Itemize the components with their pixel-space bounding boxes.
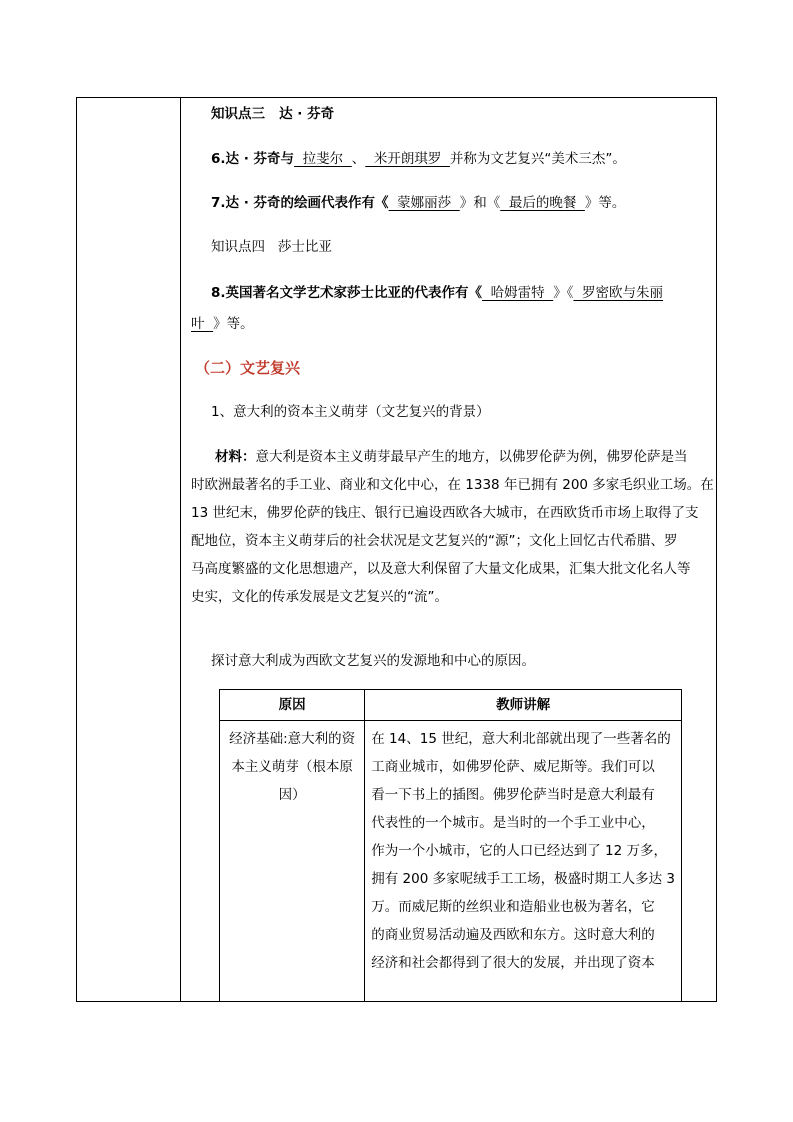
reason-line-3: 因） — [278, 787, 306, 803]
question-6: 6.达 · 芬奇与 拉斐尔 、 米开朗琪罗 并称为文艺复兴“美术三杰”。 — [211, 151, 626, 167]
q8-answer-2b: 叶 — [191, 316, 214, 332]
content-column — [181, 98, 716, 1001]
question-7: 7.达 · 芬奇的绘画代表作有《 蒙娜丽莎 》和《 最后的晚餐 》等。 — [211, 195, 626, 211]
table-row — [220, 721, 682, 1002]
cell-explain — [365, 721, 682, 1002]
point-1: 1、意大利的资本主义萌芽（文艺复兴的背景） — [211, 404, 490, 420]
material-label: 材料： — [215, 449, 256, 465]
material-line-3: 13 世纪末，佛罗伦萨的钱庄、银行已遍设西欧各大城市，在西欧货币市场上取得了支 — [191, 505, 699, 521]
explain-line-6: 拥有 200 多家呢绒手工工场，极盛时期工人多达 3 — [371, 871, 675, 887]
explain-line-1: 在 14、15 世纪，意大利北部就出现了一些著名的 — [371, 731, 671, 747]
cell-reason — [220, 721, 365, 1002]
material-line-4: 配地位，资本主义萌芽后的社会状况是文艺复兴的“源”；文化上回忆古代希腊、罗 — [191, 533, 678, 549]
kp4-title-a: 知识点四 — [211, 239, 265, 255]
material-line-6: 史实，文化的传承发展是文艺复兴的“流”。 — [191, 589, 448, 605]
material-line-1: 材料：意大利是资本主义萌芽最早产生的地方，以佛罗伦萨为例，佛罗伦萨是当 — [215, 449, 688, 465]
material-line-2: 时欧洲最著名的手工业、商业和文化中心，在 1338 年已拥有 200 多家毛织业工场。在 — [191, 477, 714, 493]
left-column — [77, 98, 181, 1001]
explain-line-8: 的商业贸易活动遍及西欧和东方。这时意大利的 — [371, 927, 655, 943]
explore-prompt: 探讨意大利成为西欧文艺复兴的发源地和中心的原因。 — [211, 653, 535, 669]
kp4-title-b: 莎士比亚 — [277, 239, 332, 255]
q8-answer-2a: 罗密欧与朱丽 — [573, 285, 664, 301]
explain-line-2: 工商业城市，如佛罗伦萨、威尼斯等。我们可以 — [371, 759, 655, 775]
explain-line-3: 看一下书上的插图。佛罗伦萨当时是意大利最有 — [371, 787, 655, 803]
q6-answer-1: 拉斐尔 — [294, 151, 352, 167]
reason-line-2: 本主义萌芽（根本原 — [231, 759, 353, 775]
table-header-row — [220, 690, 682, 721]
question-8-cont: 叶 》等。 — [191, 316, 254, 332]
reason-line-1: 经济基础:意大利的资 — [229, 731, 356, 747]
q7-answer-1: 蒙娜丽莎 — [388, 195, 460, 211]
q6-answer-2: 米开朗琪罗 — [365, 151, 450, 167]
q7-answer-2: 最后的晚餐 — [500, 195, 585, 211]
outer-table — [76, 97, 717, 1002]
explain-line-4: 代表性的一个城市。是当时的一个手工业中心， — [371, 815, 655, 831]
reason-table — [219, 689, 682, 1001]
material-block — [191, 443, 714, 611]
q8-answer-1: 哈姆雷特 — [482, 285, 554, 301]
material-line-5: 马高度繁盛的文化思想遗产，以及意大利保留了大量文化成果，汇集大批文化名人等 — [191, 561, 691, 577]
explain-line-5: 作为一个小城市，它的人口已经达到了 12 万多， — [371, 843, 668, 859]
kp3-title-a: 知识点三 — [211, 106, 265, 122]
kp3-title-b: 达 · 芬奇 — [279, 106, 335, 122]
header-explain: 教师讲解 — [365, 690, 682, 721]
explain-line-7: 万。而威尼斯的丝织业和造船业也极为著名，它 — [371, 899, 655, 915]
kp4-heading — [211, 233, 710, 261]
header-reason: 原因 — [220, 690, 365, 721]
question-8: 8.英国著名文学艺术家莎士比亚的代表作有《 哈姆雷特 》《 罗密欧与朱丽 — [211, 285, 664, 301]
explain-line-9: 经济和社会都得到了很大的发展，并出现了资本 — [371, 955, 655, 971]
kp3-heading — [211, 100, 710, 128]
section-2-title: （二）文艺复兴 — [195, 359, 301, 377]
